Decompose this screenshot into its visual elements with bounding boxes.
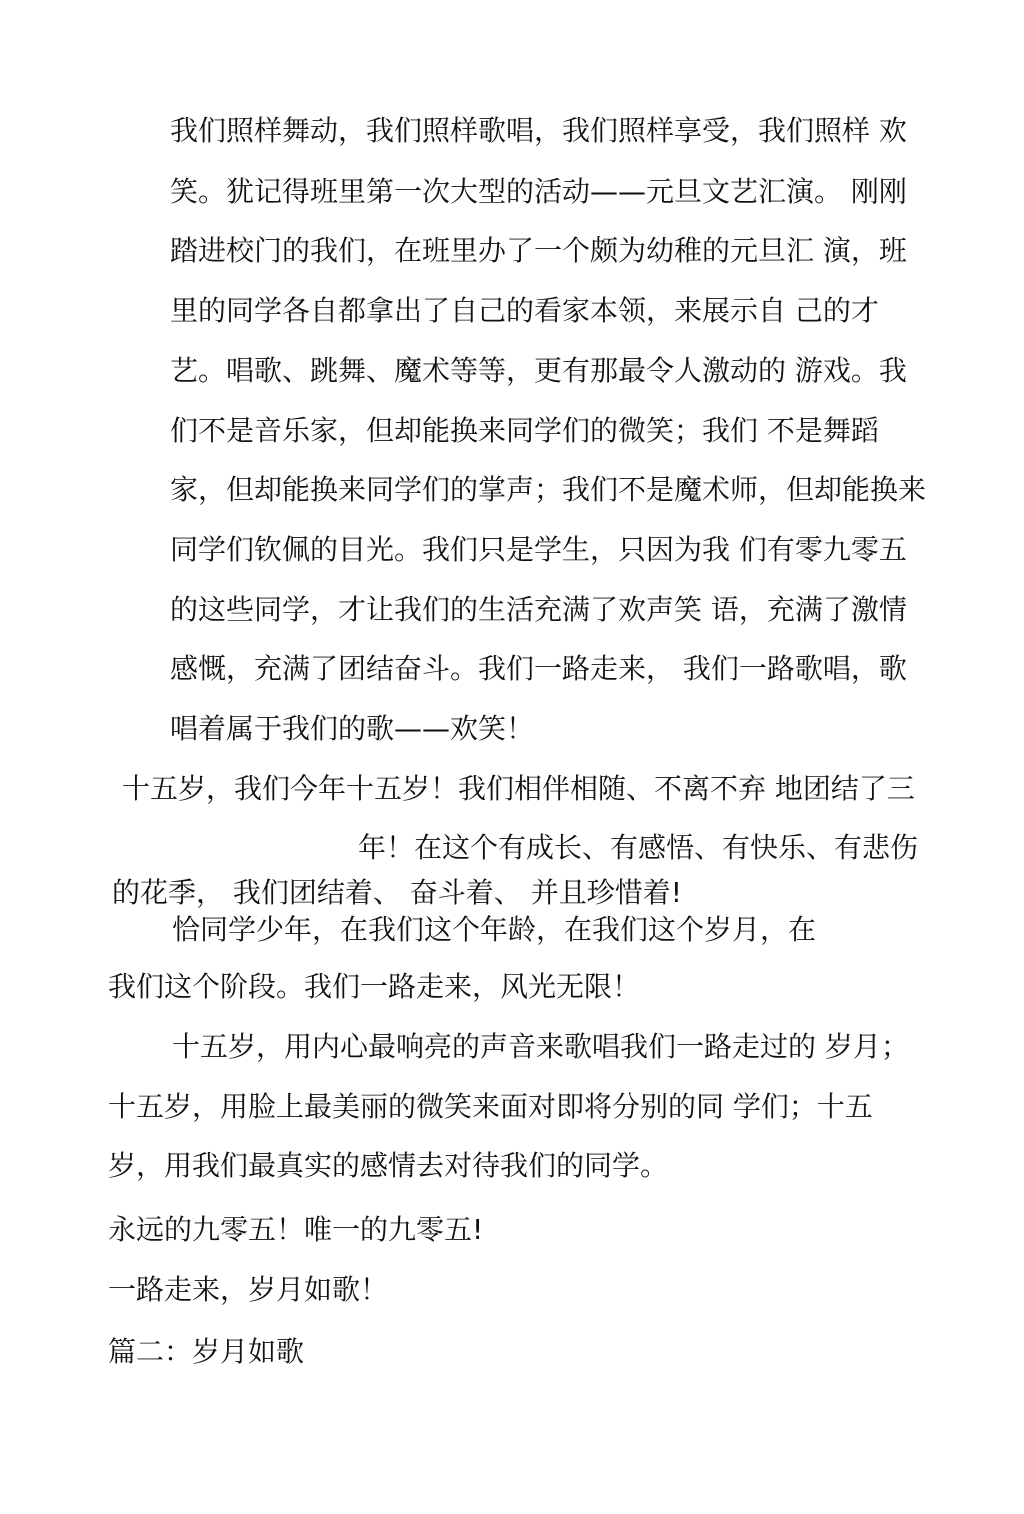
text-line-4: 里的同学各自都拿出了自己的看家本领，来展示自 己的才: [170, 294, 879, 327]
text-line-5: 艺。唱歌、跳舞、魔术等等，更有那最令人激动的 游戏。我: [170, 354, 907, 387]
text-line-7: 家，但却能换来同学们的掌声；我们不是魔术师，但却能换来: [170, 473, 927, 506]
text-line-11: 唱着属于我们的歌——欢笑！: [170, 712, 535, 745]
text-line-2: 笑。犹记得班里第一次大型的活动——元旦文艺汇演。 刚刚: [170, 175, 907, 208]
text-line-1: 我们照样舞动，我们照样歌唱，我们照样享受，我们照样 欢: [170, 114, 907, 147]
text-line-17: 十五岁，用内心最响亮的声音来歌唱我们一路走过的 岁月；: [172, 1030, 909, 1063]
text-line-14: 的花季， 我们团结着、 奋斗着、 并且珍惜着!: [112, 876, 682, 909]
text-line-3: 踏进校门的我们，在班里办了一个颇为幼稚的元旦汇 演，班: [170, 234, 907, 267]
text-line-9: 的这些同学，才让我们的生活充满了欢声笑 语，充满了激情: [170, 593, 907, 626]
text-line-15: 恰同学少年，在我们这个年龄，在我们这个岁月，在: [172, 913, 817, 946]
text-line-19: 岁，用我们最真实的感情去对待我们的同学。: [108, 1149, 669, 1182]
text-line-6: 们不是音乐家，但却能换来同学们的微笑；我们 不是舞蹈: [170, 414, 879, 447]
text-line-12: 十五岁，我们今年十五岁！我们相伴相随、不离不弃 地团结了三: [122, 772, 915, 805]
text-line-18: 十五岁，用脸上最美丽的微笑来面对即将分别的同 学们；十五: [108, 1090, 873, 1123]
text-line-16: 我们这个阶段。我们一路走来，风光无限！: [108, 970, 641, 1003]
text-line-20: 永远的九零五！唯一的九零五!: [108, 1213, 484, 1246]
text-line-13: 年！在这个有成长、有感悟、有快乐、有悲伤: [358, 831, 919, 864]
text-line-10: 感慨，充满了团结奋斗。我们一路走来， 我们一路歌唱，歌: [170, 652, 907, 685]
text-line-21: 一路走来，岁月如歌！: [108, 1273, 389, 1306]
section-heading: 篇二：岁月如歌: [108, 1335, 305, 1368]
text-line-8: 同学们钦佩的目光。我们只是学生，只因为我 们有零九零五: [170, 533, 907, 566]
